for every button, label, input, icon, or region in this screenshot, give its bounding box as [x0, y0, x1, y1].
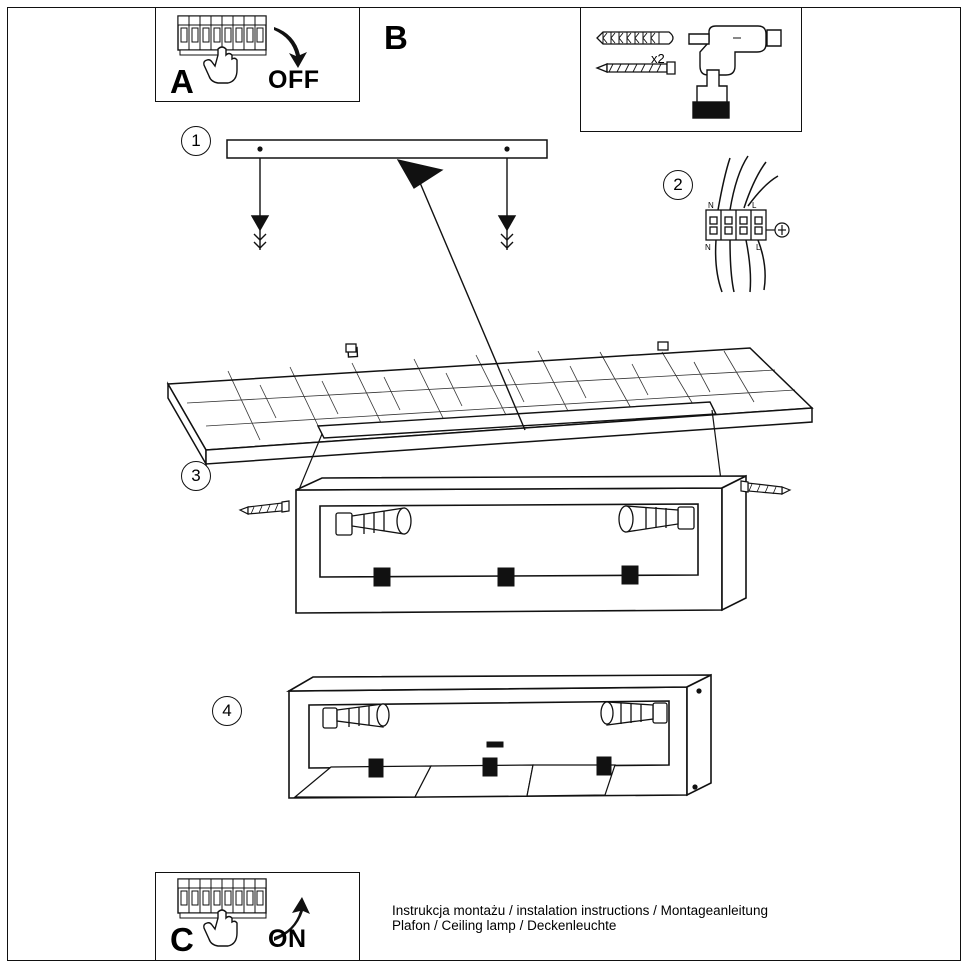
terminal-label-l-top: L: [752, 201, 757, 210]
panel-a-action-label: OFF: [268, 66, 320, 94]
drill-point-left: [252, 158, 268, 250]
panel-a-label: A: [170, 63, 194, 100]
step-4-number: [212, 696, 242, 726]
screw-head-top-right: [696, 688, 701, 693]
terminal-label-n-top: N: [708, 201, 714, 210]
step-4-number-label: 4: [222, 701, 232, 720]
panel-tools-graphic: [581, 8, 803, 133]
step-2-number: [663, 170, 693, 200]
terminal-block-icon: [706, 210, 766, 240]
callout-arrow-b: [380, 150, 550, 440]
panel-c-action-label: ON: [268, 925, 307, 953]
tools-quantity-label: x2: [651, 51, 665, 66]
footer-line-1: Instrukcja montażu / instalation instructions / Montageanleitung: [392, 903, 768, 918]
step-3-number-label: 3: [191, 466, 201, 485]
panel-b-label: B: [384, 19, 408, 56]
step-2-graphic: [700, 150, 810, 310]
panel-a: [155, 7, 360, 102]
panel-c-label: C: [170, 921, 194, 958]
step-2-number-label: 2: [673, 175, 683, 194]
step-1-number: [181, 126, 211, 156]
step-4-graphic: [265, 655, 735, 815]
diffuser-plates: [295, 765, 615, 797]
panel-c: [155, 872, 360, 961]
wires-top: [718, 156, 778, 210]
fixture-housing: [296, 476, 746, 613]
terminal-label-n-bottom: N: [705, 243, 711, 252]
screw-head-bottom-right: [692, 784, 697, 789]
spotlight-right: [601, 702, 667, 725]
curved-arrow-down-icon: [274, 27, 307, 68]
power-drill-icon: [689, 26, 781, 118]
panel-tools: [580, 7, 802, 132]
footer-line-2: Plafon / Ceiling lamp / Deckenleuchte: [392, 918, 617, 933]
screw-icon-left: [240, 501, 289, 514]
step-1-number-label: 1: [191, 131, 201, 150]
wall-plug-icon: [597, 32, 673, 44]
screw-icon-right: [741, 481, 790, 494]
earth-ground-icon: [766, 223, 789, 237]
terminal-label-l-bottom: L: [756, 243, 761, 252]
ceiling-stud-right: [658, 342, 668, 350]
ceiling-stud-left: [346, 344, 356, 352]
